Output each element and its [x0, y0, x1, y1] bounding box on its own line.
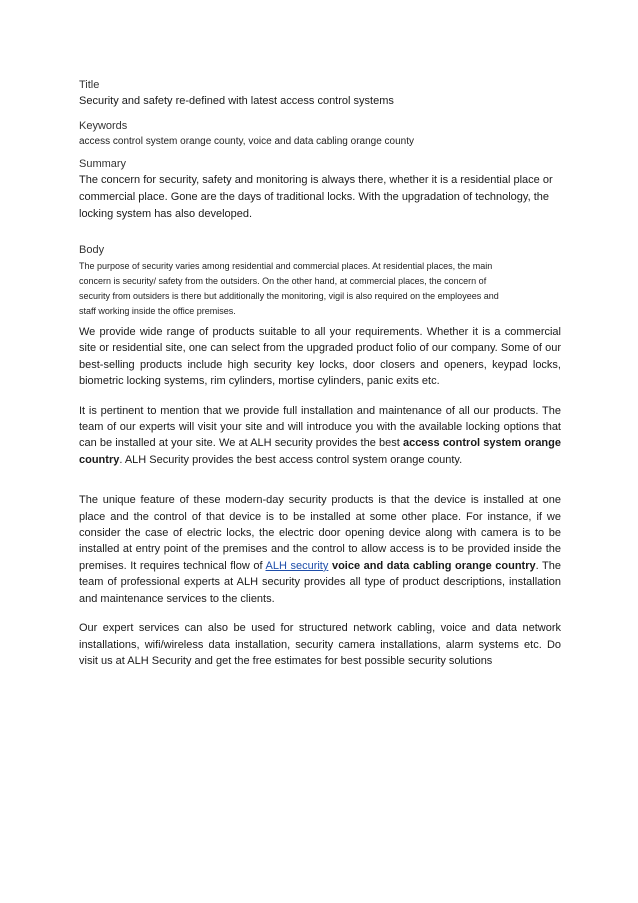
body-intro-line: concern is security/ safety from the outsiders. On the other hand, at commercial places, the concern of	[79, 276, 487, 286]
body-intro	[79, 259, 561, 319]
p2-text: It is pertinent to mention that we provide full installation and maintenance of all our products. The team of our experts will visit your site and will introduce you with the available locking options that can be installed at your site. We at ALH security provides the best	[79, 404, 561, 450]
body-paragraph-features	[79, 492, 561, 607]
body-paragraph-services: Our expert services can also be used for structured network cabling, voice and data network installations, wifi/wireless data installation, security camera installations, alarm systems etc. Do visit us at ALH Security and get the free estimates for best possible security solutions	[79, 622, 561, 667]
body-paragraph-products: We provide wide range of products suitable to all your requirements. Whether it is a commercial site or residential site, one can select from the upgraded product folio of our company. Some of our best-selling products include high security key locks, door closers and openers, keypad locks, biometric locking systems, rim cylinders, mortise cylinders, panic exits etc.	[79, 326, 561, 388]
summary-line: commercial place. Gone are the days of traditional locks. With the upgradation of technology, the	[79, 191, 549, 203]
keywords-text: access control system orange county, voice and data cabling orange county	[79, 136, 415, 147]
p3-after: . The team of professional experts at ALH security provides all type of product descriptions, installation and maintenance services to the clients.	[79, 559, 562, 605]
p2-keyword-bold: access control system orange country	[79, 437, 561, 466]
keywords-label: Keywords	[79, 120, 128, 132]
title-label: Title	[79, 79, 100, 91]
body-paragraph-installation	[79, 403, 561, 469]
summary-line: locking system has also developed.	[79, 208, 253, 220]
p2-keyword: access control system orange county	[278, 453, 460, 466]
body-intro-line: The purpose of security varies among residential and commercial places. At residential places, the main	[79, 261, 493, 271]
p2-mid: . ALH Security provides the best	[119, 453, 279, 466]
document-title: Security and safety re-defined with latest access control systems	[79, 95, 394, 107]
p3-text: The unique feature of these modern-day security products is that the device is installed at one place and the control of that device is to be installed at some other place. For instance, if we consider the case of electric locks, the electric door opening device along with camera is to be installed at entry point of the premises and the control to allow access is to be provided inside the premises. It requires technical flow of	[79, 494, 561, 572]
p2-end: .	[459, 453, 463, 466]
document-content	[79, 79, 561, 669]
alh-security-link[interactable]: ALH security	[265, 559, 329, 572]
body-intro-line: security from outsiders is there but additionally the monitoring, vigil is also required on the employees and	[79, 291, 499, 301]
body-label: Body	[79, 244, 105, 256]
body-intro-line: staff working inside the office premises.	[79, 306, 236, 316]
summary-label: Summary	[79, 158, 127, 170]
summary-text	[79, 172, 561, 223]
summary-line: The concern for security, safety and monitoring is always there, whether it is a residential place or	[79, 174, 553, 186]
p3-keyword-bold: voice and data cabling orange country	[331, 559, 536, 572]
